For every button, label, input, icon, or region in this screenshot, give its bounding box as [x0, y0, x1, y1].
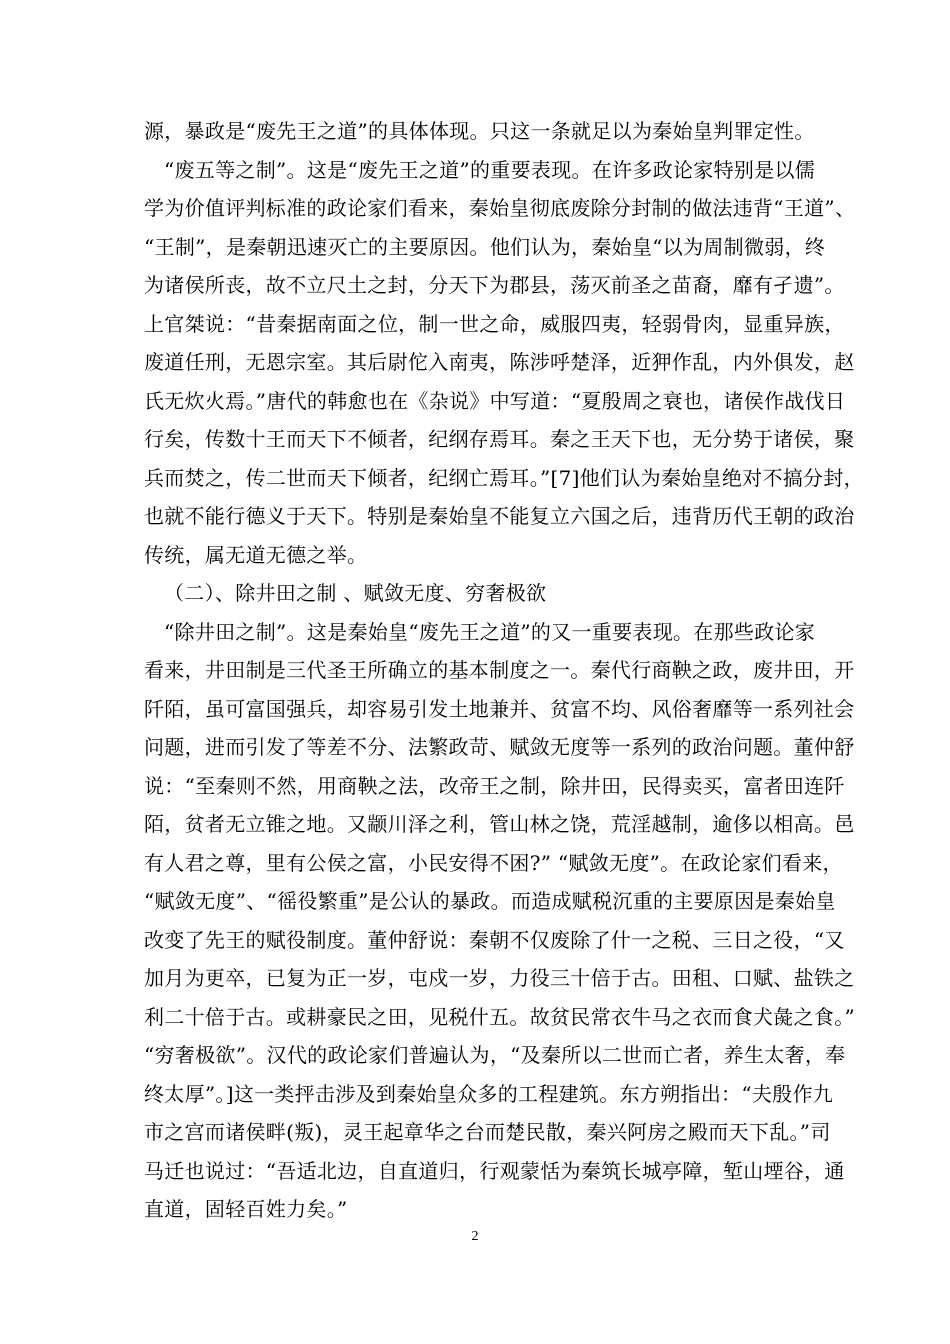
- document-body: [144, 112, 864, 1229]
- text-line: 直道，固轻百姓力矣。”: [144, 1197, 348, 1221]
- text-line: 上官桀说：“昔秦据南面之位，制一世之命，威服四夷，轻弱骨肉，显重异族，: [144, 311, 845, 336]
- page-number: 2: [471, 1229, 479, 1244]
- text-line: 氏无炊火焉。”唐代的韩愈也在《杂说》中写道：“夏殷周之衰也，诸侯作战伐日: [144, 388, 846, 413]
- text-line: 市之宫而诸侯畔(叛)，灵王起章华之台而楚民散，秦兴阿房之殿而天下乱。”司: [144, 1120, 831, 1144]
- text-line: 陌，贫者无立锥之地。又颛川泽之利，管山林之饶，荒淫越制，逾侈以相高。邑: [144, 812, 855, 836]
- text-line: 兵而焚之，传二世而天下倾者，纪纲亡焉耳。”[7]他们认为秦始皇绝对不搞分封，: [144, 465, 864, 490]
- text-line: “王制”，是秦朝迅速灭亡的主要原因。他们认为，秦始皇“以为周制微弱，终: [144, 234, 826, 259]
- text-line: 问题，进而引发了等差不分、法繁政苛、赋敛无度等一系列的政治问题。董仲舒: [144, 735, 855, 759]
- text-line: 废道任刑，无恩宗室。其后尉佗入南夷，陈涉呼楚泽，近狎作乱，内外俱发，赵: [144, 350, 855, 374]
- text-line: 有人君之尊，里有公侯之富，小民安得不困?” “赋敛无度”。在政论家们看来，: [144, 850, 843, 875]
- text-line: 终太厚”。]这一类抨击涉及到秦始皇众多的工程建筑。东方朔指出：“夫殷作九: [144, 1081, 834, 1106]
- text-line: 阡陌，虽可富国强兵，却容易引发土地兼并、贫富不均、风俗奢靡等一系列社会: [144, 696, 855, 721]
- text-line: 传统，属无道无德之举。: [144, 542, 368, 567]
- text-line: “穷奢极欲”。汉代的政论家们普遍认为，“及秦所以二世而亡者，养生太奢，奉: [144, 1043, 846, 1067]
- text-line: 为诸侯所丧，故不立尺土之封，分天下为郡县，荡灭前圣之苗裔，靡有孑遗”。: [144, 273, 845, 297]
- text-line: “废五等之制”。这是“废先王之道”的重要表现。在许多政论家特别是以儒: [164, 157, 816, 182]
- text-line: 看来，井田制是三代圣王所确立的基本制度之一。秦代行商鞅之政，废井田，开: [144, 658, 855, 682]
- text-line: “除井田之制”。这是秦始皇“废先王之道”的又一重要表现。在那些政论家: [164, 619, 816, 644]
- text-line: 利二十倍于古。或耕豪民之田，见税什五。故贫民常衣牛马之衣而食犬彘之食。”: [144, 1004, 856, 1029]
- text-line: 学为价值评判标准的政论家们看来，秦始皇彻底废除分封制的做法违背“王道”、: [144, 196, 856, 220]
- text-line: 马迁也说过：“吾适北边，自直道归，行观蒙恬为秦筑长城亭障，堑山堙谷，通: [144, 1158, 845, 1183]
- text-line: 说：“至秦则不然，用商鞅之法，改帝王之制，除井田，民得卖买，富者田连阡: [144, 773, 845, 798]
- text-line: “赋敛无度”、“徭役繁重”是公认的暴政。而造成赋税沉重的主要原因是秦始皇: [144, 889, 836, 913]
- text-line: 源，暴政是“废先王之道”的具体体现。只这一条就足以为秦始皇判罪定性。: [144, 119, 815, 143]
- text-line: 行矣，传数十王而天下不倾者，纪纲存焉耳。秦之王天下也，无分势于诸侯，聚: [144, 427, 855, 451]
- text-line: 加月为更卒，已复为正一岁，屯戍一岁，力役三十倍于古。田租、口赋、盐铁之: [144, 966, 855, 990]
- text-line: 改变了先王的赋役制度。董仲舒说：秦朝不仅废除了什一之税、三日之役，“又: [144, 927, 845, 952]
- text-line: 也就不能行德义于天下。特别是秦始皇不能复立六国之后，违背历代王朝的政治: [144, 504, 855, 528]
- section-heading: （二）、除井田之制 、赋敛无度、穷奢极欲: [164, 581, 547, 605]
